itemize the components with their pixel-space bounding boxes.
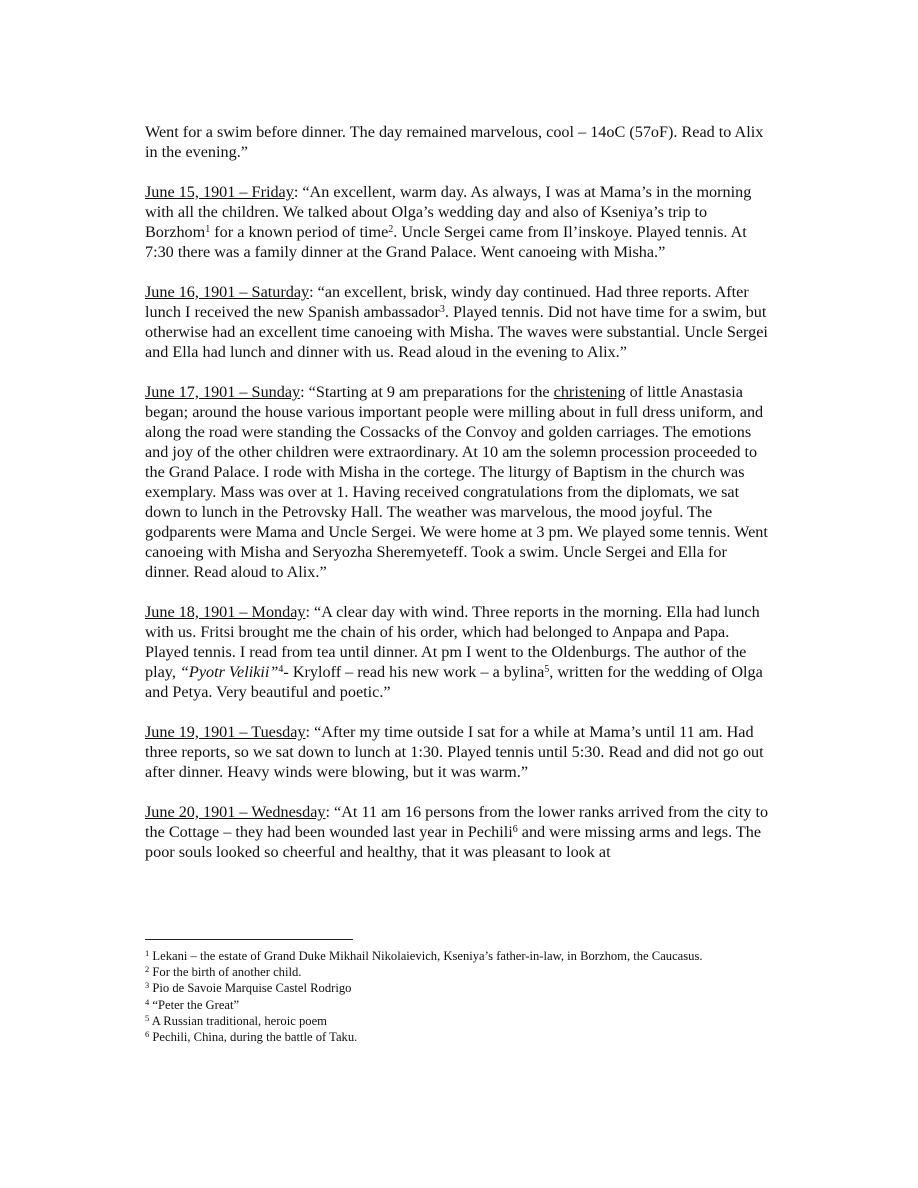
footnote-number: 5 [145, 1012, 150, 1023]
footnote-divider [145, 939, 353, 940]
entry-date: June 16, 1901 – Saturday [145, 283, 310, 301]
entry-date: June 17, 1901 – Sunday [145, 383, 301, 401]
footnote-text: “Peter the Great” [152, 997, 240, 1012]
footnote-ref: 5 [544, 664, 550, 675]
diary-entry-june-17 [145, 382, 775, 582]
diary-entry-june-20 [145, 802, 775, 862]
footnote-2 [145, 964, 775, 980]
entry-date: June 15, 1901 – Friday [145, 183, 294, 201]
footnote-1 [145, 948, 775, 964]
footnote-number: 3 [145, 980, 150, 991]
footnote-text: For the birth of another child. [152, 965, 302, 980]
footnote-number: 2 [145, 964, 150, 975]
diary-entry-june-15 [145, 182, 775, 262]
footnotes [145, 948, 775, 1045]
entry-text: . Uncle Sergei came from Il’inskoye. Played tennis. At 7:30 there was a family dinner at the Grand Palace. Went canoeing with Misha.” [145, 223, 747, 261]
footnote-text: A Russian traditional, heroic poem [151, 1013, 327, 1028]
entry-text: : “an excellent, brisk, windy day continued. Had three reports. After lunch I received the new Spanish ambassador [145, 283, 749, 321]
diary-entry-june-18 [145, 602, 775, 702]
play-title: “Pyotr Velikii” [179, 663, 279, 681]
underlined-word: christening [553, 383, 626, 401]
entry-text: : “An excellent, warm day. As always, I was at Mama’s in the morning with all the children. We talked about Olga’s wedding day and also of Kseniya’s trip to Borzhom [145, 183, 752, 241]
diary-entry-june-19 [145, 722, 775, 782]
entry-text: : “After my time outside I sat for a while at Mama’s until 11 am. Had three reports, so we sat down to lunch at 1:30. Played tennis until 5:30. Read and did not go out after dinner. Heavy winds were blowing, but it was warm.” [145, 723, 764, 781]
footnote-5 [145, 1013, 775, 1029]
footnote-3 [145, 980, 775, 996]
footnote-text: Pechili, China, during the battle of Taku. [152, 1030, 358, 1045]
entry-date: June 18, 1901 – Monday [145, 603, 306, 621]
footnote-text: Lekani – the estate of Grand Duke Mikhail Nikolaievich, Kseniya’s father-in-law, in Borzhom, the Caucasus. [152, 949, 703, 963]
entry-text: : “At 11 am 16 persons from the lower ranks arrived from the city to the Cottage – they had been wounded last year in Pechili [145, 803, 769, 841]
entry-text: and were missing arms and legs. The poor souls looked so cheerful and healthy, that it was pleasant to look at [145, 823, 762, 861]
entry-text: : “A clear day with wind. Three reports in the morning. Ella had lunch with us. Fritsi brought me the chain of his order, which had belonged to Anpapa and Papa. Played tennis. I read from tea until dinner. At pm I went to the Oldenburgs. The author of the play, [145, 603, 760, 681]
entry-date: June 20, 1901 – Wednesday [145, 803, 326, 821]
diary-entry-continuation [145, 122, 775, 162]
footnote-ref: 4 [278, 664, 284, 675]
footnote-6 [145, 1029, 775, 1045]
diary-body [145, 122, 775, 882]
footnote-number: 1 [145, 948, 150, 958]
footnote-number: 4 [145, 996, 150, 1007]
entry-text: : “Starting at 9 am preparations for the [300, 383, 554, 401]
footnote-ref: 6 [512, 824, 518, 835]
entry-date: June 19, 1901 – Tuesday [145, 723, 306, 741]
entry-text: for a known period of time [210, 223, 389, 241]
entry-text: Went for a swim before dinner. The day remained marvelous, cool – 14oC (57oF). Read to Alix in the evening.” [145, 123, 764, 161]
footnote-text: Pio de Savoie Marquise Castel Rodrigo [152, 981, 352, 996]
diary-entry-june-16 [145, 282, 775, 362]
footnote-4 [145, 997, 775, 1013]
entry-text: - Kryloff – read his new work – a bylina [283, 663, 545, 681]
footnote-number: 6 [145, 1029, 150, 1040]
footnote-ref: 2 [388, 224, 394, 235]
entry-text: , written for the wedding of Olga and Petya. Very beautiful and poetic.” [145, 663, 763, 701]
footnote-ref: 1 [205, 224, 211, 235]
footnote-ref: 3 [439, 304, 445, 315]
entry-text: . Played tennis. Did not have time for a swim, but otherwise had an excellent time canoeing with Misha. The waves were substantial. Uncle Sergei and Ella had lunch and dinner with us. Read aloud in the evening to Alix.” [145, 303, 768, 361]
entry-text: of little Anastasia began; around the house various important people were milling about in full dress uniform, and along the road were standing the Cossacks of the Convoy and golden carriages. The emotions and joy of the other children were extraordinary. At 10 am the solemn procession proceeded to the Grand Palace. I rode with Misha in the cortege. The liturgy of Baptism in the church was exemplary. Mass was over at 1. Having received congratulations from the diplomats, we sat down to lunch in the Petrovsky Hall. The weather was marvelous, the mood joyful. The godparents were Mama and Uncle Sergei. We were home at 3 pm. We played some tennis. Went canoeing with Misha and Seryozha Sheremyeteff. Took a swim. Uncle Sergei and Ella for dinner. Read aloud to Alix.” [145, 383, 768, 581]
